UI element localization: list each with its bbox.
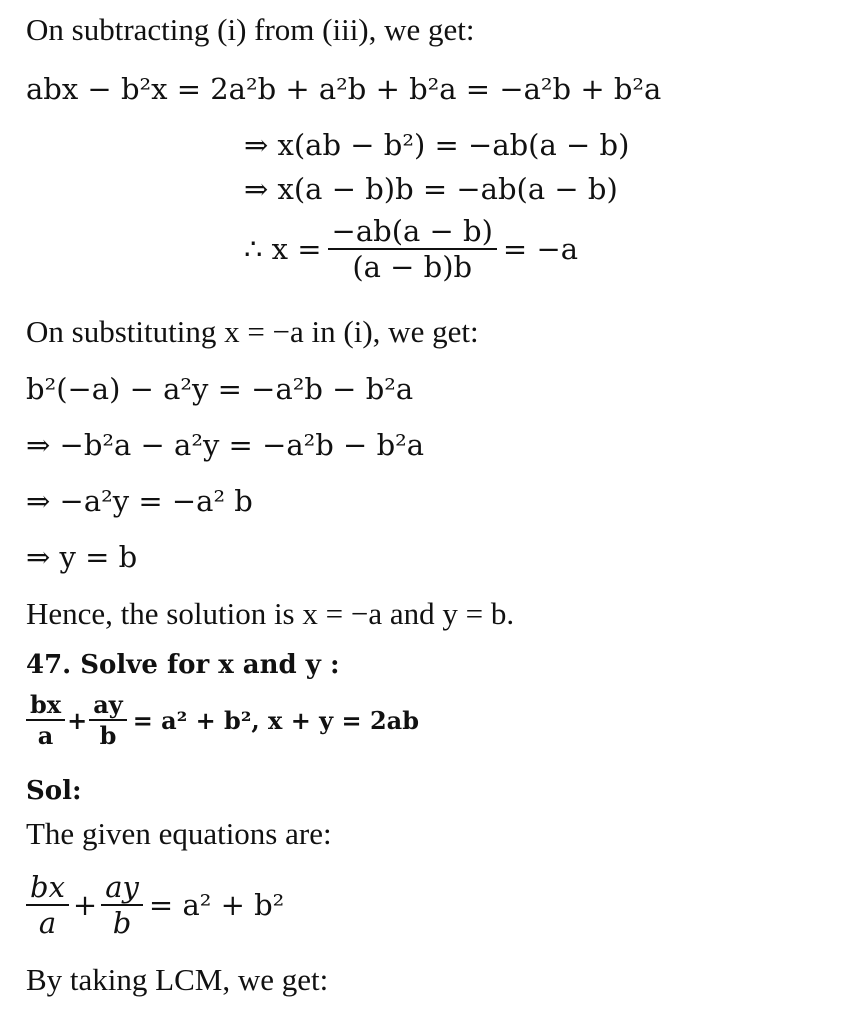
fraction-denominator: a [38,906,57,940]
equation-rhs: = a² + b² [148,888,285,922]
question-equation [26,690,419,750]
fraction [101,870,143,940]
question-heading: 47. Solve for x and y : [26,650,340,680]
fraction-numerator: ay [89,690,127,721]
fraction-denominator: (a − b)b [352,250,473,284]
text-line: On subtracting (i) from (iii), we get: [26,12,475,47]
text-line: On substituting x = −a in (i), we get: [26,314,479,349]
fraction-denominator: b [99,721,117,750]
equation-line [244,214,578,284]
fraction-denominator: a [37,721,54,750]
equation-rhs: = −a [502,232,579,266]
equation-line [26,870,284,940]
text-line: Hence, the solution is x = −a and y = b. [26,596,515,631]
fraction [328,214,497,284]
equation-line: b²(−a) − a²y = −a²b − b²a [26,372,414,406]
fraction [26,870,69,940]
equation-line: ⇒ x(ab − b²) = −ab(a − b) [244,128,630,162]
solution-label: Sol: [26,776,82,806]
fraction-numerator: ay [101,870,143,906]
equation-line: ⇒ y = b [26,540,138,574]
fraction-numerator: bx [26,690,65,721]
text-line: The given equations are: [26,816,332,851]
text-line: By taking LCM, we get: [26,962,329,997]
fraction-numerator: bx [26,870,69,906]
plus-sign: + [72,888,98,922]
fraction-denominator: b [112,906,132,940]
equation-line: ⇒ −a²y = −a² b [26,484,253,518]
equation-rhs: = a² + b², x + y = 2ab [132,705,419,735]
fraction [89,690,127,750]
equation-lhs: ∴ x = [244,232,322,266]
equation-line: ⇒ x(a − b)b = −ab(a − b) [244,172,618,206]
plus-sign: + [67,705,88,735]
equation-line: abx − b²x = 2a²b + a²b + b²a = −a²b + b²a [26,72,662,106]
equation-line: ⇒ −b²a − a²y = −a²b − b²a [26,428,425,462]
fraction-numerator: −ab(a − b) [328,214,497,250]
fraction [26,690,65,750]
